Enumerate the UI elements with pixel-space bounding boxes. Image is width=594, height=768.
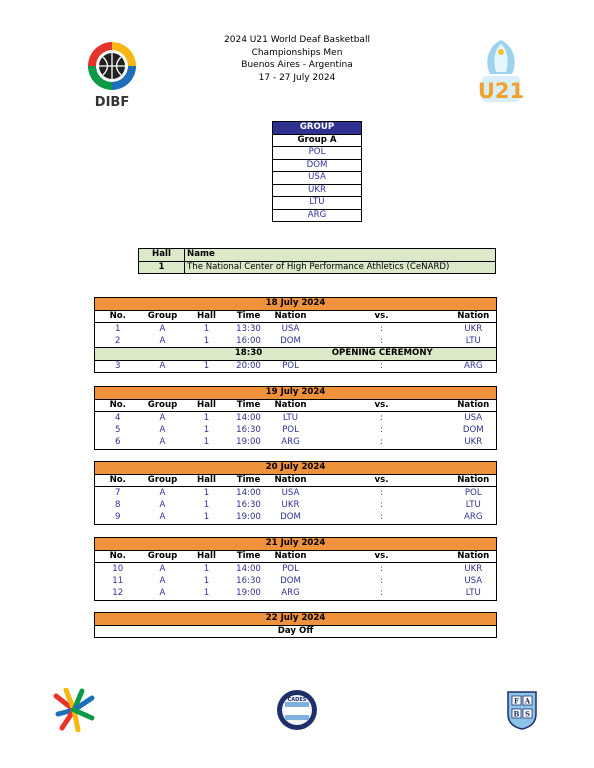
game-row [95,437,497,450]
game-hall: 1 [203,424,210,435]
group-header-row [273,122,362,135]
away-nation: UKR [464,437,483,447]
group-team: POL [273,147,362,160]
home-nation: DOM [280,512,301,522]
game-time: 16:00 [236,335,261,346]
game-time: 16:30 [236,499,261,510]
vs-separator: : [380,499,383,510]
title-line-4: 17 - 27 July 2024 [258,72,336,83]
hall-table [138,248,496,274]
game-group: A [159,487,166,498]
column-header: Hall [185,310,229,323]
group-team: USA [273,172,362,185]
column-header: Nation [451,550,497,563]
away-nation: USA [464,412,483,423]
game-group: A [159,575,166,586]
column-header: No. [95,474,141,487]
game-time: 13:30 [236,323,261,334]
column-header: Group [141,310,185,323]
fabs-letter-a: A [524,696,531,706]
fabs-letter-s: S [524,709,531,719]
home-nation: UKR [281,499,300,510]
away-nation: POL [464,487,482,498]
group-team: ARG [273,209,362,222]
day-table [94,297,497,373]
group-team-row [273,209,362,222]
game-row [95,588,497,601]
game-time: 19:00 [236,437,261,447]
game-group: A [159,360,166,371]
group-table [272,121,362,222]
column-header-row [95,310,497,323]
cades-logo-text: CADES [287,697,307,703]
hall-name: The National Center of High Performance Athletics (CeNARD) [185,261,496,274]
column-header: Hall [185,399,229,412]
column-header: Nation [269,474,313,487]
column-header: Time [229,550,269,563]
hall-col-header: Hall [139,249,185,262]
title-line-2: Championships Men [251,47,343,58]
game-hall: 1 [203,412,210,423]
group-header: GROUP [273,122,362,135]
game-number: 10 [112,563,124,574]
day-table [94,461,497,525]
game-row [95,424,497,437]
group-name: Group A [273,134,362,147]
hall-name-col-header: Name [185,249,496,262]
day-date: 20 July 2024 [95,462,497,475]
deaflympics-logo [52,688,96,732]
vs-separator: : [380,512,383,522]
game-number: 6 [115,437,121,447]
game-hall: 1 [203,499,210,510]
vs-separator: : [380,424,383,435]
group-team-row [273,197,362,210]
column-header-row [95,550,497,563]
vs-separator: : [380,437,383,447]
home-nation: ARG [281,588,300,598]
away-nation: UKR [464,563,483,574]
day-header-row [95,387,497,400]
column-header: vs. [313,310,451,323]
day-table [94,612,497,638]
hall-header-row [139,249,496,262]
game-number: 3 [115,360,121,371]
column-header: vs. [313,474,451,487]
column-header: Group [141,474,185,487]
game-hall: 1 [203,512,210,522]
home-nation: DOM [280,335,301,346]
home-nation: USA [281,487,300,498]
game-hall: 1 [203,563,210,574]
game-number: 9 [115,512,121,522]
column-header: Hall [185,474,229,487]
column-header: Nation [269,399,313,412]
away-nation: LTU [465,499,481,510]
game-group: A [159,588,166,598]
day-table [94,386,497,450]
game-time: 16:30 [236,575,261,586]
column-header: No. [95,550,141,563]
column-header-row [95,399,497,412]
game-hall: 1 [203,437,210,447]
day-block [94,297,496,373]
vs-separator: : [380,360,383,371]
away-nation: USA [464,575,483,586]
game-group: A [159,563,166,574]
ceremony-time: 18:30 [229,348,269,361]
game-number: 2 [115,335,121,346]
vs-separator: : [380,412,383,423]
vs-separator: : [380,335,383,346]
game-group: A [159,412,166,423]
day-date: 22 July 2024 [95,613,497,626]
home-nation: ARG [281,437,300,447]
column-header: vs. [313,550,451,563]
game-row [95,360,497,373]
vs-separator: : [380,575,383,586]
column-header: Time [229,310,269,323]
column-header-row [95,474,497,487]
dibf-logo-text: DIBF [94,95,130,110]
title-line-1: 2024 U21 World Deaf Basketball [224,35,370,45]
away-nation: DOM [462,424,484,435]
column-header: Nation [269,550,313,563]
group-team-row [273,147,362,160]
cades-logo [276,689,318,731]
home-nation: POL [282,563,299,574]
u21-logo [478,38,524,104]
game-hall: 1 [203,335,210,346]
column-header: vs. [313,399,451,412]
day-block [94,461,496,525]
day-note: Day Off [277,625,314,636]
group-team-row [273,159,362,172]
hall-row [139,261,496,274]
game-row [95,563,497,576]
dibf-logo [82,38,142,110]
game-hall: 1 [203,323,210,334]
day-date: 21 July 2024 [95,538,497,551]
column-header: No. [95,310,141,323]
game-number: 12 [112,588,124,598]
game-row [95,487,497,500]
game-row [95,335,497,348]
game-hall: 1 [203,360,210,371]
column-header: Group [141,550,185,563]
home-nation: POL [282,360,299,371]
game-hall: 1 [203,588,210,598]
ceremony-label: OPENING CEREMONY [269,348,497,361]
column-header: Nation [451,310,497,323]
game-hall: 1 [203,575,210,586]
document-title [190,34,404,84]
game-group: A [159,323,166,334]
game-group: A [159,499,166,510]
ceremony-row [95,348,497,361]
game-number: 1 [115,323,121,334]
game-time: 14:00 [236,412,261,423]
game-hall: 1 [203,487,210,498]
day-block [94,612,496,638]
game-time: 20:00 [236,360,261,371]
day-block [94,386,496,450]
day-block [94,537,496,601]
game-time: 16:30 [236,424,261,435]
game-group: A [159,437,166,447]
game-group: A [159,335,166,346]
game-row [95,412,497,425]
column-header: Time [229,399,269,412]
column-header: Nation [451,474,497,487]
away-nation: ARG [464,512,483,522]
day-table [94,537,497,601]
away-nation: ARG [464,360,483,371]
game-time: 19:00 [236,588,261,598]
group-team: DOM [273,159,362,172]
column-header: Time [229,474,269,487]
game-number: 8 [115,499,121,510]
hall-number: 1 [139,261,185,274]
day-date: 18 July 2024 [95,298,497,311]
vs-separator: : [380,487,383,498]
group-team-row [273,172,362,185]
day-date: 19 July 2024 [95,387,497,400]
away-nation: LTU [465,335,481,346]
game-row [95,499,497,512]
u21-logo-text: U21 [478,79,524,103]
game-time: 14:00 [236,487,261,498]
away-nation: LTU [465,588,481,598]
column-header: Group [141,399,185,412]
home-nation: LTU [282,412,299,423]
group-team: UKR [273,184,362,197]
fabs-logo [504,690,540,730]
vs-separator: : [380,323,383,334]
game-row [95,323,497,336]
game-number: 7 [115,487,121,498]
group-team: LTU [273,197,362,210]
game-number: 11 [112,575,124,586]
column-header: Nation [451,399,497,412]
group-name-row [273,134,362,147]
vs-separator: : [380,588,383,598]
game-row [95,512,497,525]
home-nation: POL [282,424,299,435]
game-group: A [159,424,166,435]
fabs-letter-f: F [514,696,519,706]
game-time: 19:00 [236,512,261,522]
game-time: 14:00 [236,563,261,574]
game-group: A [159,512,166,522]
column-header: Nation [269,310,313,323]
fabs-letter-b: B [513,709,520,719]
day-header-row [95,462,497,475]
column-header: Hall [185,550,229,563]
game-number: 5 [115,424,121,435]
ceremony-spacer [95,348,229,361]
day-header-row [95,613,497,626]
group-team-row [273,184,362,197]
away-nation: UKR [464,323,483,334]
vs-separator: : [380,563,383,574]
title-line-3: Buenos Aires - Argentina [241,60,353,70]
day-note-row [95,625,497,638]
home-nation: DOM [280,575,301,586]
day-header-row [95,298,497,311]
day-header-row [95,538,497,551]
home-nation: USA [281,323,300,334]
column-header: No. [95,399,141,412]
game-number: 4 [115,412,121,423]
game-row [95,575,497,588]
